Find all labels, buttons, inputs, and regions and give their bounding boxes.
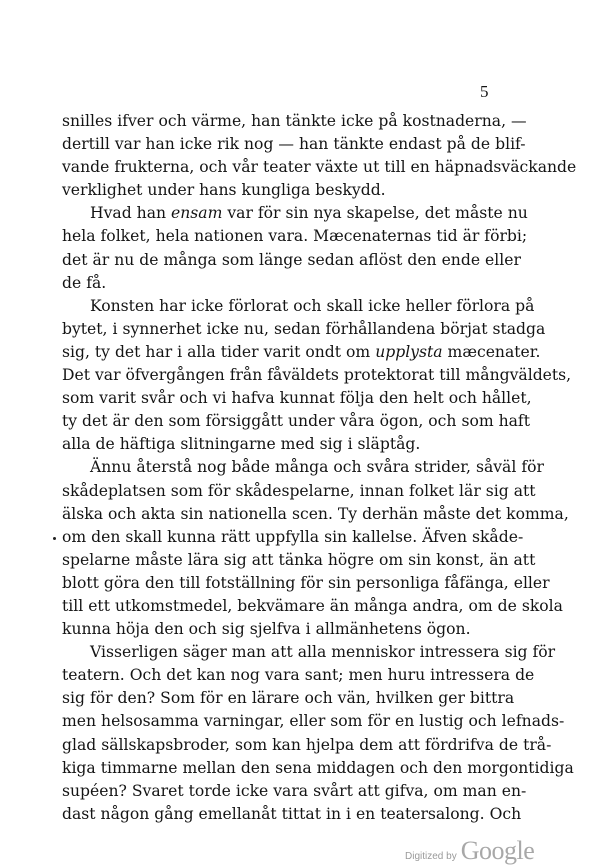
text-line: som varit svår och vi hafva kunnat följa den helt och hållet, — [62, 389, 532, 408]
text-line: bytet, i synnerhet icke nu, sedan förhållandena börjat stadga — [62, 319, 546, 338]
text-line: Visserligen säger man att alla menniskor intressera sig för — [90, 643, 556, 662]
text-line: snilles ifver och värme, han tänkte icke på kostnaderna, — — [62, 112, 527, 130]
text-line: hela folket, hela nationen vara. Mæcenaternas tid är förbi; — [62, 227, 528, 246]
text-line: Konsten har icke förlorat och skall icke heller förlora på — [90, 296, 535, 315]
text-line: sig för den? Som för en lärare och vän, hvilken ger bittra — [62, 689, 515, 708]
text-line: Hvad han ensam var för sin nya skapelse, det måste nu — [90, 204, 528, 223]
text-line: Det var öfvergången från fåväldets protektorat till mångväldets, — [62, 366, 572, 385]
text-line: om den skall kunna rätt uppfylla sin kallelse. Äfven skåde- — [62, 527, 524, 546]
digitized-footer — [405, 836, 534, 866]
text-line: skådeplatsen som för skådespelarne, innan folket lär sig att — [62, 481, 536, 500]
text-line: kunna höja den och sig sjelfva i allmänhetens ögon. — [62, 620, 471, 639]
text-line: spelarne måste lära sig att tänka högre om sin konst, än att — [62, 550, 536, 569]
text-line: kiga timmarne mellan den sena middagen och den morgontidiga — [62, 758, 574, 777]
text-line: det är nu de många som länge sedan aflöst den ende eller — [62, 250, 521, 269]
text-line: ty det är den som försiggått under våra ögon, och som haft — [62, 412, 530, 431]
text-line: de få. — [62, 273, 107, 292]
italic-word: ensam — [171, 204, 223, 223]
text-line: sig, ty det har i alla tider varit ondt om upplysta mæcenater. — [62, 342, 541, 361]
text-line: Ännu återstå nog både många och svåra strider, såväl för — [90, 458, 544, 477]
text-line: älska och akta sin nationella scen. Ty derhän måste det komma, — [62, 504, 569, 523]
page-number: 5 — [480, 82, 489, 101]
text-line: glad sällskapsbroder, som kan hjelpa dem att fördrifva de trå- — [62, 735, 552, 754]
text-line: dertill var han icke rik nog — han tänkte endast på de blif- — [62, 135, 526, 154]
stray-ink-dot — [53, 537, 56, 540]
text-line: dast någon gång emellanåt tittat in i en teatersalong. Och — [62, 804, 522, 823]
text-line: till ett utkomstmedel, bekvämare än många andra, om de skola — [62, 596, 563, 615]
body-text — [62, 110, 577, 826]
text-line: men helsosamma varningar, eller som för en lustig och lefnads- — [62, 712, 565, 731]
digitized-by-label: Digitized by — [405, 851, 457, 862]
italic-word: upplysta — [375, 342, 443, 361]
text-line: teatern. Och det kan nog vara sant; men huru intressera de — [62, 666, 535, 685]
text-line: alla de häftiga slitningarne med sig i släptåg. — [62, 435, 421, 454]
text-line: supéen? Svaret torde icke vara svårt att gifva, om man en- — [62, 781, 527, 800]
text-line: verklighet under hans kungliga beskydd. — [62, 181, 386, 200]
text-line: blott göra den till fotställning för sin personliga fåfänga, eller — [62, 573, 550, 592]
text-line: vande frukterna, och vår teater växte ut till en häpnadsväckande — [62, 158, 577, 177]
google-logo: Google — [460, 836, 535, 865]
